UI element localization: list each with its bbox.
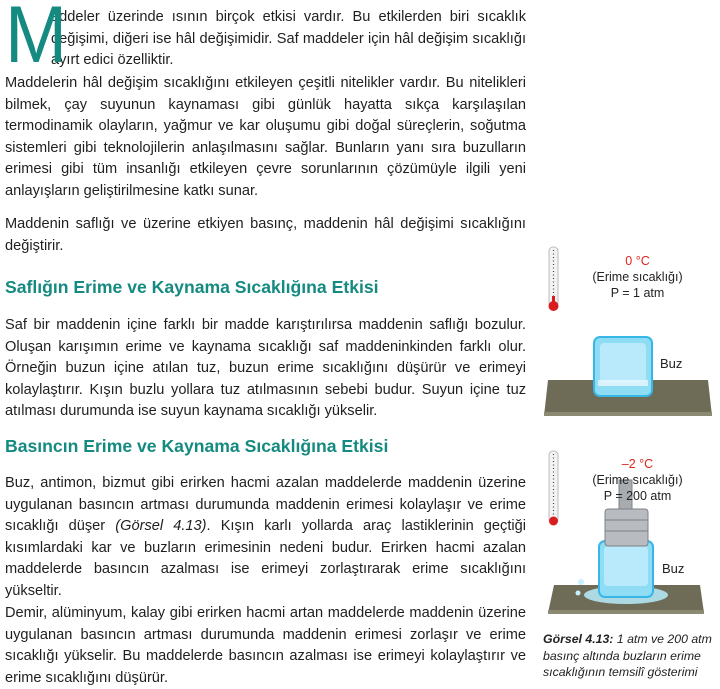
panel-2-temperature: –2 °C — [621, 457, 654, 471]
intro-text: addeler üzerinde ısının birçok etkisi vardır. Bu etkilerden biri sıcaklık değişimi, diğeri ise hâl değişimidir. Saf maddeler için hâl değişim sıcaklığı ayırt edici özelliktir. — [51, 9, 526, 69]
panel-2-labels — [570, 456, 705, 504]
section-pressure-text-2: Demir, alüminyum, kalay gibi erirken hacmi artan maddelerde maddenin üzerine uygulanan basıncın artması durumunda maddenin erimesi zorlaşır ve erime sıcaklığı yükselir. Bu maddelerde basıncın azalması ise erimeyi kolaylaştırır ve erime sıcaklığını düşürür. — [5, 605, 526, 686]
panel-1-pressure: P = 1 atm — [610, 286, 665, 300]
figure-reference: (Görsel 4.13) — [115, 518, 207, 535]
panel-1-temperature: 0 °C — [625, 254, 650, 268]
section-heading-purity: Saflığın Erime ve Kaynama Sıcaklığına Etkisi — [5, 277, 379, 297]
panel-1-ice-label: Buz — [660, 356, 683, 371]
section-pressure-text — [5, 473, 526, 603]
panel-1-labels — [570, 253, 705, 301]
paragraph-properties: Maddelerin hâl değişim sıcaklığını etkileyen çeşitli nitelikler vardır. Bu nitelikleri bilmek, çay suyunun kaynaması gibi günlük hayatta sıkça karşılaşılan termodinamik olayların, yağmur ve kar oluşumu gibi doğal süreçlerin, soğutma sistemleri gibi teknolojilerin anlaşılmasını sağlar. Bunların yanı sıra buzulların erimesi gibi tüm insanlığı etkileyen çevre sorunlarının çözümüyle ilgili yeni anlayışların geliştirilmesine katkı sunar. — [5, 75, 526, 199]
panel-2-label: (Erime sıcaklığı) — [592, 473, 683, 487]
paragraph-purity-pressure: Maddenin saflığı ve üzerine etkiyen basınç, maddenin hâl değişimi sıcaklığını değiştirir. — [5, 216, 526, 254]
pressure-text-before: Buz, antimon, bizmut gibi erirken hacmi azalan maddelerde maddenin üzerine uygulanan basıncın artması durumunda maddenin erimesi kolaylaşır ve erime sıcaklığı düşer — [5, 475, 526, 535]
section-heading-pressure: Basıncın Erime ve Kaynama Sıcaklığına Etkisi — [5, 436, 389, 456]
section-purity-text: Saf bir maddenin içine farklı bir madde karıştırılırsa maddenin saflığı bozulur. Oluşan karışımın erime ve kaynama sıcaklığı saf maddeninkinden farklı olur. Örneğin buzun içine atılan tuz, buzun erime sıcaklığını düşürür ve erimeyi kolaylaştırır. Kışın buzlu yollara tuz atılmasının sebebi budur. Suyun içine tuz atılması durumunda ise suyun kaynama sıcaklığı yükselir. — [5, 317, 526, 420]
thermometer-icon — [549, 247, 559, 311]
figure-4-13 — [540, 240, 720, 689]
panel-2-ice-label: Buz — [662, 561, 685, 576]
caption-title: Görsel 4.13: — [543, 632, 614, 646]
thermometer-icon — [549, 451, 558, 526]
ice-cube — [599, 541, 653, 597]
drop-cap: M — [5, 0, 68, 80]
pressure-text-after: . Kışın karlı yollarda araç lastiklerinin geçtiği kısımlardaki kar ve buzların erimesinin nedeni budur. Erirken hacmi azalan maddelerde basıncın azalması ise erimeyi zorlaştırarak erime sıcaklığını yükseltir. — [5, 518, 526, 599]
ice-cube — [594, 337, 652, 396]
caption-text: 1 atm ve 200 atm basınç altında buzların erime sıcaklığının temsilî gösterimi — [543, 632, 712, 679]
intro-paragraph — [5, 0, 526, 80]
main-text-column — [5, 0, 526, 686]
panel-2-pressure: P = 200 atm — [603, 489, 672, 503]
figure-caption — [543, 631, 720, 681]
panel-1-label: (Erime sıcaklığı) — [592, 270, 683, 284]
